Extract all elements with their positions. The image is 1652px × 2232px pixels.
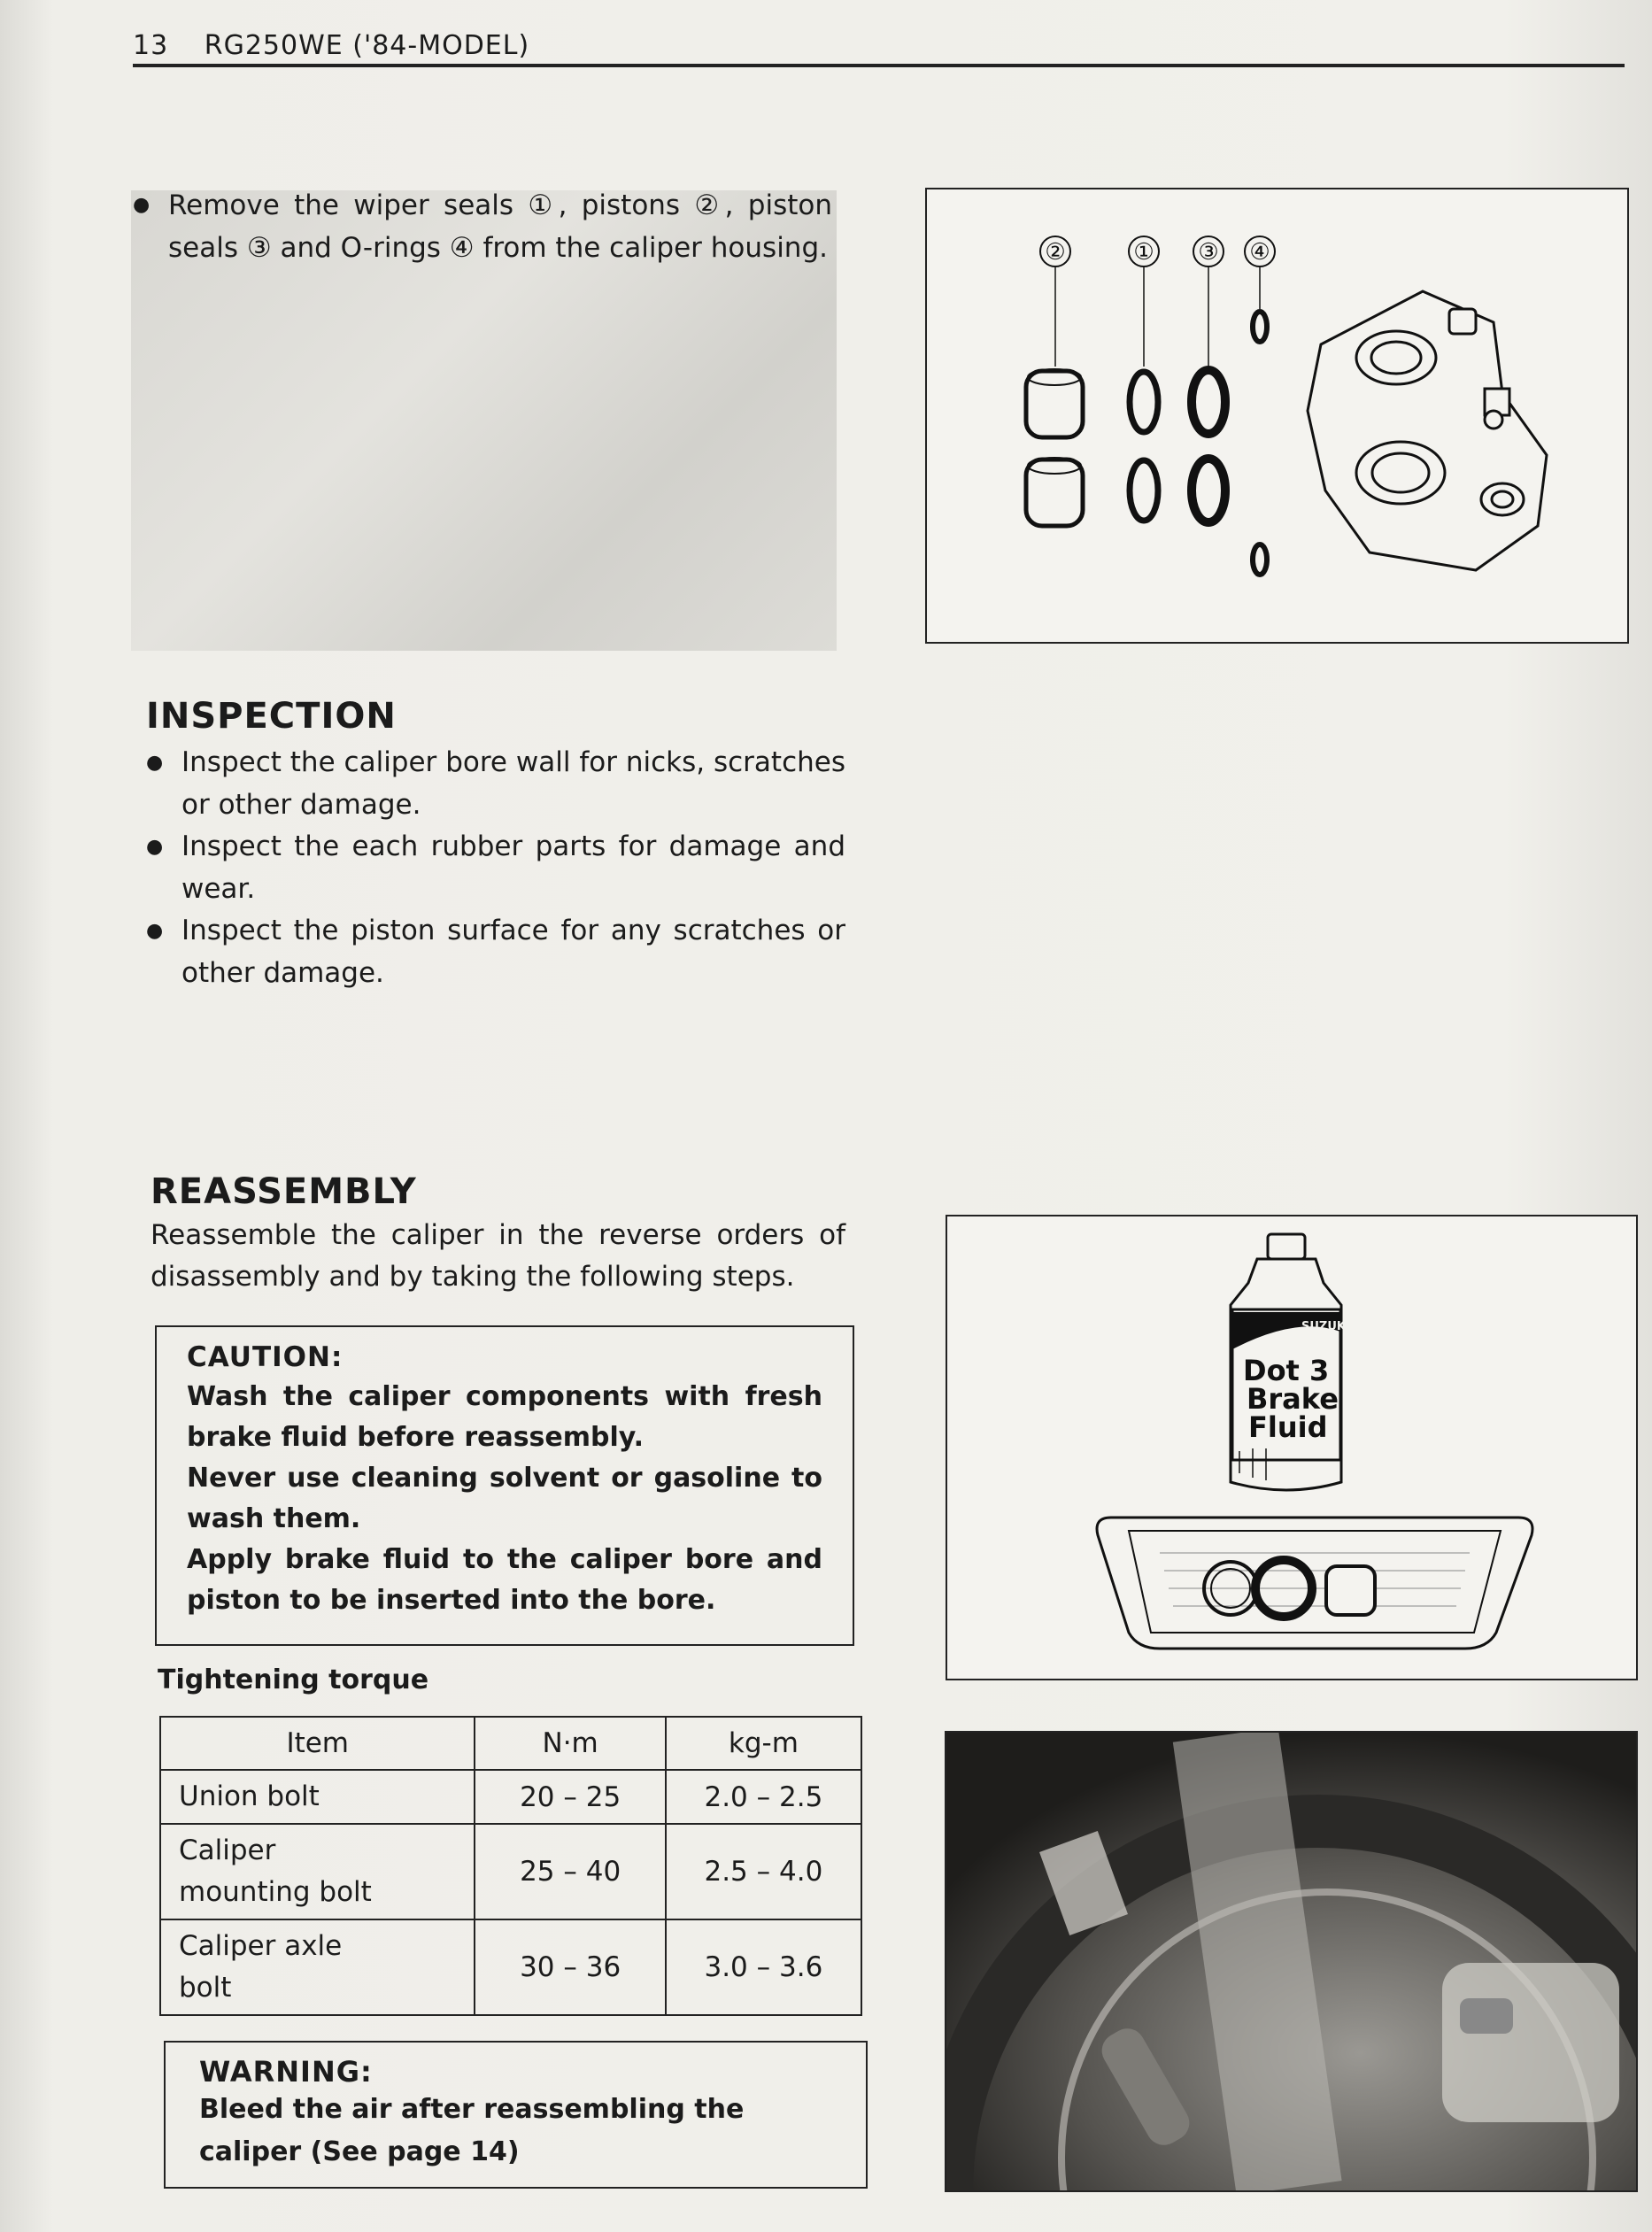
column-header: Item (160, 1717, 475, 1770)
callout-1: ① (1133, 239, 1154, 266)
torque-title: Tightening torque (158, 1664, 429, 1695)
page-number: 13 (133, 30, 169, 61)
inspection-title: INSPECTION (146, 696, 397, 737)
table-row (160, 1770, 861, 1824)
table-row (160, 1919, 861, 2015)
column-header: kg-m (666, 1717, 861, 1770)
caution-line: Wash the caliper components with fresh brake fluid before reassembly. (187, 1381, 822, 1453)
table-cell-kgm: 3.0 – 3.6 (666, 1919, 861, 2015)
table-cell-item: Union bolt (160, 1770, 475, 1824)
brake-fluid-figure (946, 1215, 1638, 1680)
caution-line: Never use cleaning solvent or gasoline to wash them. (187, 1463, 822, 1534)
callout-2: ② (1045, 239, 1066, 266)
model-name: RG250WE ('84-MODEL) (204, 30, 530, 61)
removal-step-text: ● Remove the wiper seals ①, pistons ②, piston seals ③ and O-rings ④ from the caliper housing. (133, 184, 832, 269)
removal-step (133, 184, 832, 269)
column-header: N·m (475, 1717, 665, 1770)
table-cell-nm: 30 – 36 (475, 1919, 665, 2015)
reassembly-text: Reassemble the caliper in the reverse orders of disassembly and by taking the following steps. (151, 1219, 845, 1293)
caution-box (155, 1325, 854, 1646)
bottle-label-line: Brake (1247, 1382, 1339, 1416)
table-cell-nm: 20 – 25 (475, 1770, 665, 1824)
warning-title: WARNING: (199, 2055, 373, 2089)
table-cell-kgm: 2.5 – 4.0 (666, 1824, 861, 1919)
bottle-label-line: Fluid (1248, 1410, 1328, 1444)
bottle-label-line: Dot 3 (1243, 1354, 1330, 1387)
callout-4: ④ (1249, 239, 1270, 266)
header-rule (133, 64, 1625, 67)
callout-3: ③ (1198, 239, 1219, 266)
show-through-text (925, 699, 1633, 1124)
inspection-item: ● Inspect the piston surface for any scratches or other damage. (146, 910, 845, 994)
table-row (160, 1824, 861, 1919)
table-cell-item: Caliper axle bolt (160, 1919, 475, 2015)
torque-table (159, 1716, 862, 2016)
inspection-list (146, 742, 845, 994)
page-header (133, 30, 1620, 66)
reassembly-title: REASSEMBLY (151, 1171, 417, 1212)
table-cell-item: Caliper mounting bolt (160, 1824, 475, 1919)
brake-fluid-drawing (947, 1216, 1636, 1679)
warning-box (164, 2041, 868, 2189)
caliper-installed-photo (945, 1731, 1638, 2192)
caliper-parts-figure (925, 188, 1629, 644)
inspection-item: ● Inspect the caliper bore wall for nicks, scratches or other damage. (146, 742, 845, 826)
inspection-item: ● Inspect the each rubber parts for damage and wear. (146, 826, 845, 910)
caliper-photo-shapes (946, 1733, 1636, 2190)
caution-line: Apply brake fluid to the caliper bore and piston to be inserted into the bore. (187, 1544, 822, 1616)
table-cell-nm: 25 – 40 (475, 1824, 665, 1919)
caution-title: CAUTION: (187, 1341, 344, 1373)
table-header-row (160, 1717, 861, 1770)
warning-text: Bleed the air after reassembling the caliper (See page 14) (199, 2094, 745, 2167)
bottle-brand: SUZUKI (1301, 1320, 1350, 1333)
table-cell-kgm: 2.0 – 2.5 (666, 1770, 861, 1824)
caliper-parts-drawing (927, 189, 1627, 642)
